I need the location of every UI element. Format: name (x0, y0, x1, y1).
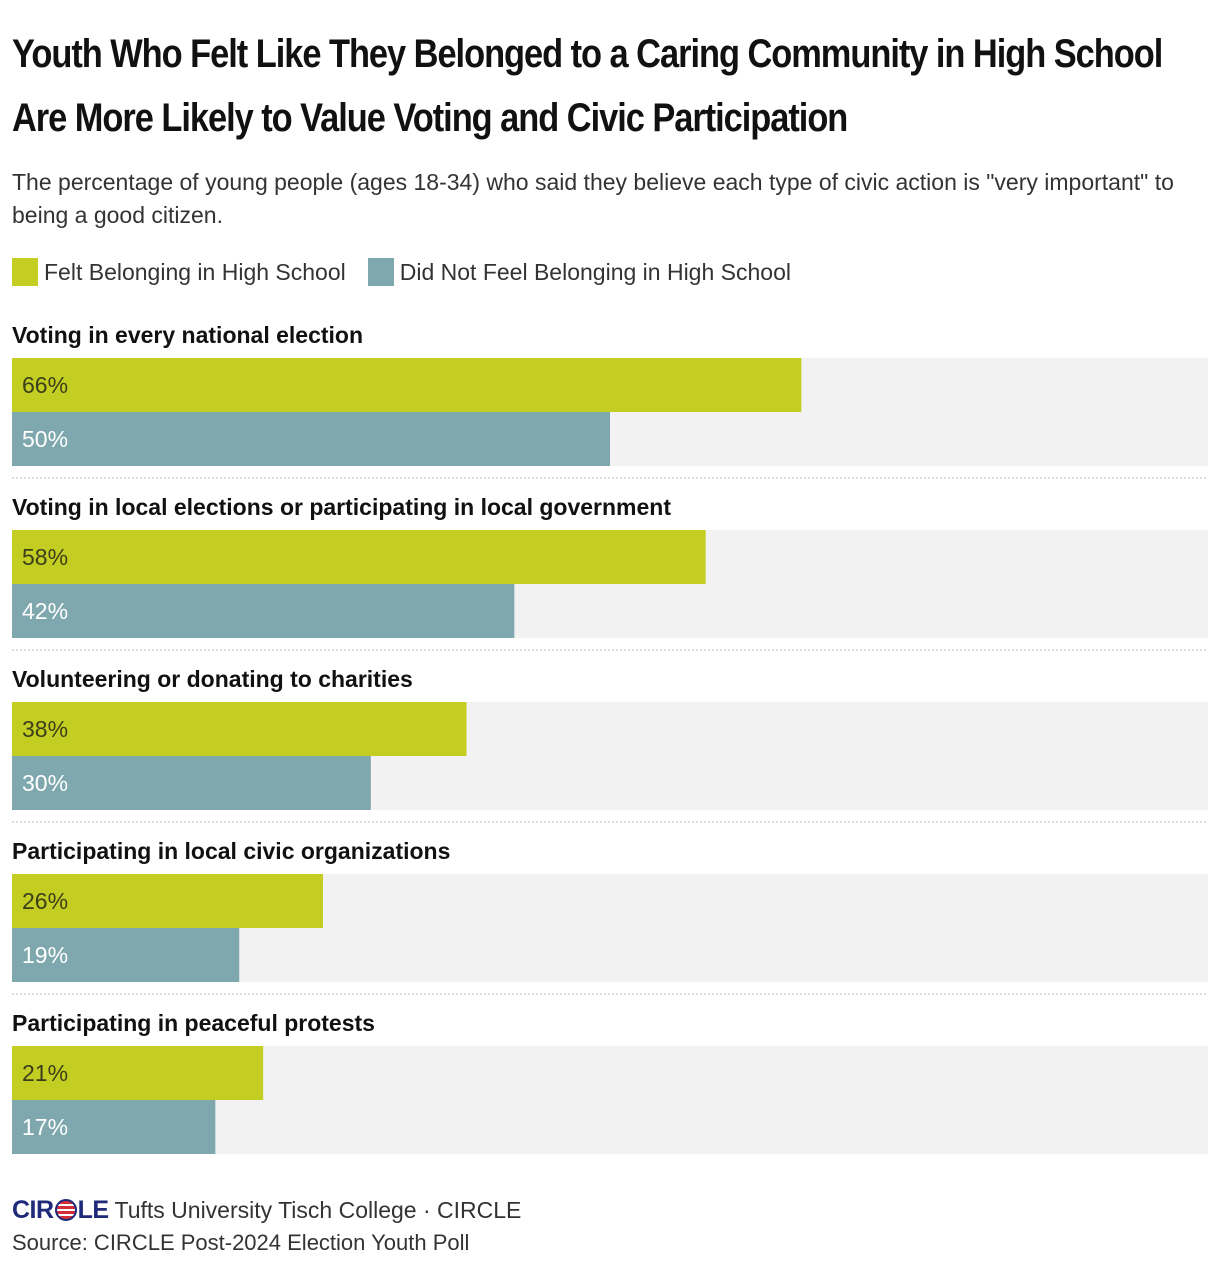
legend-swatch-not-felt (368, 258, 394, 286)
footer (12, 1192, 1208, 1256)
data-label-not-felt: 42% (22, 598, 69, 624)
bar-chart (12, 318, 1208, 1178)
source-note: Source: CIRCLE Post-2024 Election Youth Poll (12, 1230, 470, 1255)
legend-label-felt: Felt Belonging in High School (44, 258, 346, 285)
org-name: Tufts University Tisch College · CIRCLE (114, 1196, 522, 1223)
category-label: Voting in every national election (12, 322, 364, 348)
bar-felt (12, 702, 466, 756)
category-label: Participating in peaceful protests (12, 1010, 375, 1036)
bar-group (12, 494, 1208, 650)
bar-not-felt (12, 412, 610, 466)
data-label-felt: 21% (22, 1060, 69, 1086)
chart-subtitle: The percentage of young people (ages 18-34) who said they believe each type of civic action is "very important" to being a good citizen. (12, 169, 1174, 228)
logo-text-start: CIR (12, 1195, 54, 1224)
data-label-felt: 26% (22, 888, 69, 914)
category-label: Participating in local civic organizations (12, 838, 451, 864)
bar-group (12, 322, 1208, 478)
legend-swatch-felt (12, 258, 38, 286)
data-label-felt: 38% (22, 716, 69, 742)
data-label-felt: 58% (22, 544, 69, 570)
data-label-not-felt: 50% (22, 426, 69, 452)
bar-not-felt (12, 584, 514, 638)
chart-title: Youth Who Felt Like They Belonged to a Caring Community in High School Are More Likely to Value Voting and Civic Participation (12, 32, 1163, 140)
legend-item-felt (12, 258, 346, 286)
bar-felt (12, 358, 801, 412)
data-label-not-felt: 30% (22, 770, 69, 796)
bar-group (12, 666, 1208, 822)
bar-group (12, 838, 1208, 994)
data-label-felt: 66% (22, 372, 69, 398)
legend-item-not-felt (368, 258, 791, 286)
attribution-line (12, 1192, 1208, 1228)
category-label: Volunteering or donating to charities (12, 666, 413, 692)
bar-felt (12, 530, 706, 584)
legend (12, 258, 813, 286)
bar-group (12, 1010, 1208, 1154)
circle-logo (12, 1196, 109, 1225)
legend-label-not-felt: Did Not Feel Belonging in High School (399, 258, 791, 285)
chart-figure (12, 0, 1208, 1255)
data-label-not-felt: 19% (22, 942, 69, 968)
data-label-not-felt: 17% (22, 1114, 69, 1140)
category-label: Voting in local elections or participating in local government (12, 494, 672, 520)
flag-circle-icon (55, 1199, 77, 1221)
logo-text-end: LE (77, 1195, 109, 1224)
